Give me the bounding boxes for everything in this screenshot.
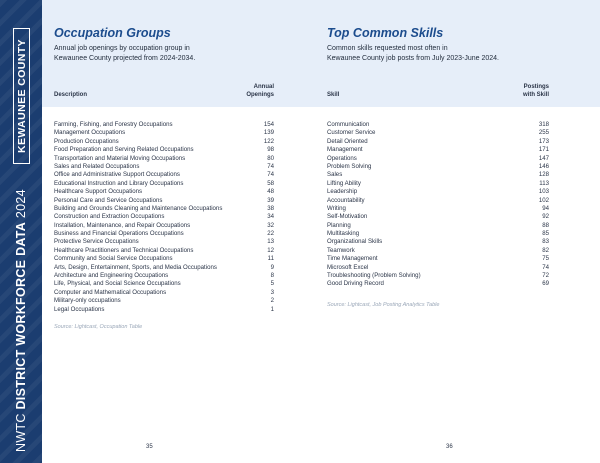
row-label: Communication [327, 121, 370, 128]
row-value: 147 [538, 154, 549, 162]
occupation-table-header [54, 80, 274, 100]
table-row [327, 255, 549, 263]
row-value: 75 [542, 255, 549, 263]
row-value: 173 [538, 137, 549, 145]
row-value: 255 [538, 129, 549, 137]
table-row [327, 280, 549, 288]
row-value: 80 [267, 154, 274, 162]
row-value: 9 [270, 263, 274, 271]
row-label: Construction and Extraction Occupations [54, 213, 165, 221]
table-row [54, 280, 274, 288]
row-value: 139 [263, 129, 274, 137]
col-description: Description [54, 92, 88, 98]
row-label: Arts, Design, Entertainment, Sports, and Media Occupations [54, 263, 217, 271]
row-value: 34 [267, 213, 274, 221]
row-label: Microsoft Excel [327, 263, 369, 271]
row-value: 85 [542, 230, 549, 238]
row-label: Sales [327, 171, 343, 179]
table-row [54, 264, 274, 272]
row-value: 113 [539, 179, 549, 187]
row-label: Teamwork [327, 246, 355, 254]
table-row [54, 163, 274, 171]
table-row [327, 188, 549, 196]
row-label: Operations [327, 154, 357, 162]
table-row [54, 289, 274, 297]
row-value: 94 [542, 204, 549, 212]
row-value: 38 [267, 204, 274, 212]
row-label: Time Management [327, 255, 378, 263]
row-value: 72 [542, 272, 549, 280]
table-row [54, 121, 274, 129]
occupation-subtitle-line1: Annual job openings by occupation group in [54, 45, 190, 52]
row-label: Management [327, 146, 363, 154]
occupation-title: Occupation Groups [54, 26, 171, 40]
row-value: 48 [267, 188, 274, 196]
row-label: Problem Solving [327, 162, 372, 170]
county-badge [13, 28, 30, 164]
table-row [327, 129, 549, 137]
table-row [327, 171, 549, 179]
row-value: 22 [267, 230, 274, 238]
table-row [327, 222, 549, 230]
table-row [327, 163, 549, 171]
table-row [327, 230, 549, 238]
col-annual-openings-line2: Openings [246, 92, 274, 98]
row-value: 171 [538, 146, 549, 154]
row-value: 102 [538, 196, 549, 204]
row-label: Educational Instruction and Library Occupations [54, 179, 184, 187]
row-value: 103 [538, 188, 549, 196]
row-value: 74 [267, 162, 274, 170]
row-value: 11 [267, 255, 274, 263]
col-postings-line1: Postings [523, 84, 549, 90]
table-row [327, 264, 549, 272]
table-row [54, 180, 274, 188]
row-value: 58 [267, 179, 274, 187]
table-row [327, 180, 549, 188]
table-row [327, 238, 549, 246]
row-value: 146 [538, 162, 549, 170]
table-row [327, 121, 549, 129]
row-label: Good Driving Record [327, 280, 384, 288]
row-value: 88 [542, 221, 549, 229]
row-value: 69 [542, 280, 549, 288]
table-row [54, 138, 274, 146]
row-value: 3 [270, 288, 274, 296]
row-label: Food Preparation and Serving Related Occupations [54, 146, 194, 154]
row-value: 1 [270, 305, 274, 313]
col-annual-openings-line1: Annual [253, 84, 274, 90]
table-row [327, 197, 549, 205]
skills-subtitle-line1: Common skills requested most often in [327, 45, 448, 52]
occupation-subtitle-line2: Kewaunee County projected from 2024-2034. [54, 54, 196, 62]
row-label: Installation, Maintenance, and Repair Occupations [54, 221, 191, 229]
row-value: 5 [270, 280, 274, 288]
row-label: Healthcare Practitioners and Technical Occupations [54, 246, 194, 254]
occupation-table [54, 121, 274, 314]
row-label: Business and Financial Operations Occupations [54, 230, 184, 238]
row-value: 83 [542, 238, 549, 246]
page-number-left: 35 [146, 444, 153, 450]
row-label: Protective Service Occupations [54, 238, 139, 246]
row-value: 154 [263, 121, 274, 128]
row-label: Leadership [327, 188, 358, 196]
row-label: Management Occupations [54, 129, 126, 137]
col-annual-openings [246, 83, 274, 99]
table-row [54, 230, 274, 238]
row-label: Community and Social Service Occupations [54, 255, 173, 263]
table-row [54, 129, 274, 137]
col-postings [523, 83, 549, 99]
sidebar [0, 0, 42, 463]
row-value: 39 [267, 196, 274, 204]
row-label: Farming, Fishing, and Forestry Occupations [54, 121, 173, 128]
row-label: Detail Oriented [327, 137, 368, 145]
table-row [327, 155, 549, 163]
row-value: 74 [267, 171, 274, 179]
row-label: Personal Care and Service Occupations [54, 196, 163, 204]
sidebar-year: 2024 [14, 188, 28, 222]
row-label: Multitasking [327, 230, 360, 238]
row-value: 12 [267, 246, 274, 254]
table-row [54, 197, 274, 205]
table-row [327, 272, 549, 280]
table-row [54, 247, 274, 255]
table-row [54, 213, 274, 221]
row-label: Writing [327, 204, 346, 212]
table-row [54, 255, 274, 263]
row-label: Building and Grounds Cleaning and Maintenance Occupations [54, 204, 223, 212]
row-label: Self-Motivation [327, 213, 368, 221]
table-row [54, 171, 274, 179]
table-row [327, 247, 549, 255]
sidebar-title-bold: DISTRICT WORKFORCE DATA [14, 221, 28, 410]
row-label: Planning [327, 221, 351, 229]
sidebar-prefix: NWTC [14, 409, 28, 452]
occupation-subtitle [54, 44, 284, 63]
row-label: Lifting Ability [327, 179, 361, 187]
row-label: Organizational Skills [327, 238, 383, 246]
county-label: KEWAUNEE COUNTY [15, 39, 28, 153]
col-skill: Skill [327, 92, 340, 98]
skills-source: Source: Lightcast, Job Posting Analytics Table [327, 302, 440, 308]
row-value: 32 [267, 221, 274, 229]
table-row [54, 272, 274, 280]
occupation-source: Source: Lightcast, Occupation Table [54, 324, 143, 331]
page-number-right: 36 [446, 444, 453, 450]
table-row [327, 205, 549, 213]
row-label: Healthcare Support Occupations [54, 188, 143, 196]
row-label: Life, Physical, and Social Science Occupations [54, 280, 181, 288]
row-value: 74 [542, 263, 549, 271]
row-label: Office and Administrative Support Occupations [54, 171, 180, 179]
table-row [54, 222, 274, 230]
row-value: 92 [542, 213, 549, 221]
row-label: Production Occupations [54, 137, 119, 145]
table-row [54, 188, 274, 196]
row-label: Architecture and Engineering Occupations [54, 272, 169, 280]
table-row [327, 138, 549, 146]
skills-title: Top Common Skills [327, 26, 444, 40]
table-row [327, 146, 549, 154]
row-value: 8 [270, 272, 274, 280]
row-label: Accountability [327, 196, 365, 204]
col-postings-line2: with Skill [522, 92, 549, 98]
table-row [54, 146, 274, 154]
row-value: 2 [270, 297, 274, 305]
skills-subtitle [327, 44, 557, 63]
table-row [54, 238, 274, 246]
row-label: Military-only occupations [54, 297, 121, 305]
table-row [54, 205, 274, 213]
row-value: 98 [267, 146, 274, 154]
table-row [54, 297, 274, 305]
row-label: Computer and Mathematical Occupations [54, 288, 167, 296]
row-value: 128 [538, 171, 549, 179]
table-row [327, 213, 549, 221]
row-value: 82 [542, 246, 549, 254]
table-row [54, 306, 274, 314]
row-label: Customer Service [327, 129, 376, 137]
skills-subtitle-line2: Kewaunee County job posts from July 2023-June 2024. [327, 54, 499, 62]
row-label: Transportation and Material Moving Occupations [54, 154, 186, 162]
row-label: Legal Occupations [54, 305, 105, 313]
row-label: Troubleshooting (Problem Solving) [327, 272, 421, 280]
row-label: Sales and Related Occupations [54, 162, 140, 170]
row-value: 122 [263, 137, 274, 145]
row-value: 13 [267, 238, 274, 246]
skills-table-header [327, 80, 549, 100]
row-value: 318 [538, 121, 549, 128]
table-row [54, 155, 274, 163]
skills-table [327, 121, 549, 289]
